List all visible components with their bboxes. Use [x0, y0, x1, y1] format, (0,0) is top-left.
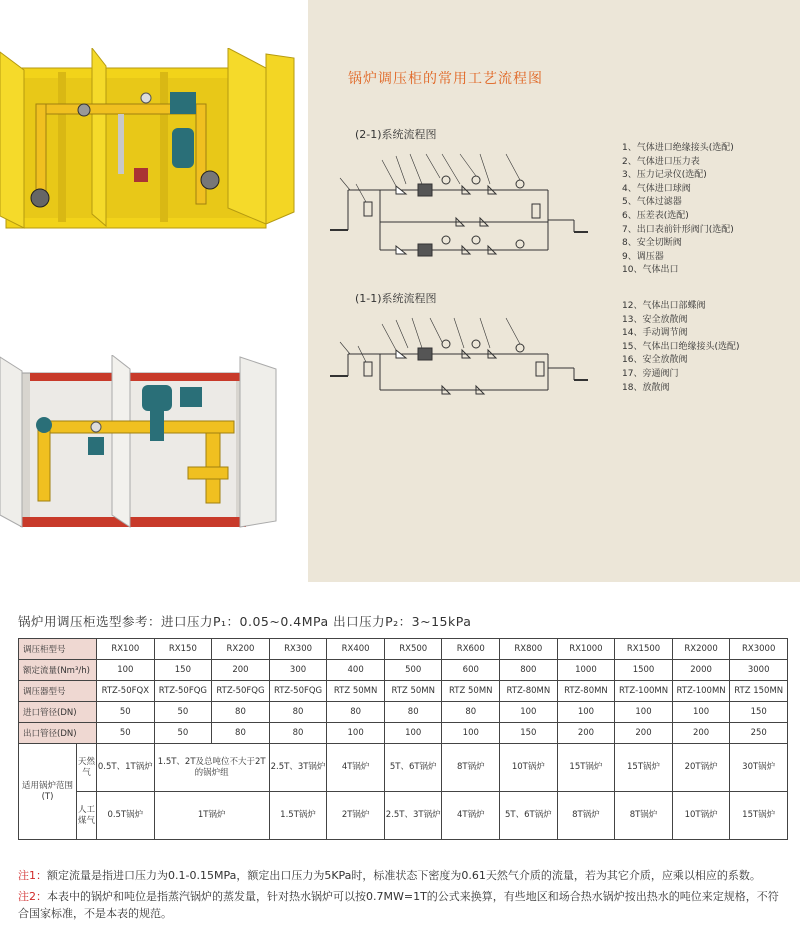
table-cell: RX200: [212, 639, 270, 660]
table-cell: 2T锅炉: [327, 792, 385, 840]
note-tag: 注2：: [18, 890, 47, 903]
note-text: 本表中的锅炉和吨位是指蒸汽锅炉的蒸发量，针对热水锅炉可以按0.7MW=1T的公式来换算，有些地区和场合热水锅炉按出热水的吨位来定规格，不符合国家标准，不是本表的规范。: [18, 890, 779, 920]
table-cell: RTZ-100MN: [615, 681, 673, 702]
table-cell: 800: [500, 660, 558, 681]
table-cell: 5T、6T锅炉: [500, 792, 558, 840]
table-cell: 100: [615, 702, 673, 723]
table-cell: 20T锅炉: [672, 744, 730, 792]
legend-item: 4、气体进口球阀: [622, 183, 691, 194]
legend-item: 7、出口表前针形阀门(选配): [622, 224, 734, 235]
table-cell: 100: [557, 702, 615, 723]
panel-title: 锅炉调压柜的常用工艺流程图: [348, 71, 543, 87]
table-cell: RTZ 50MN: [442, 681, 500, 702]
legend-2-1: [622, 142, 800, 278]
selection-title: 锅炉用调压柜选型参考：进口压力P₁：0.05~0.4MPa 出口压力P₂：3~15kPa: [18, 614, 472, 629]
row-header: 出口管径(DN): [19, 723, 97, 744]
table-row-inlet: [19, 702, 788, 723]
table-cell: 200: [557, 723, 615, 744]
table-cell: 8T锅炉: [557, 792, 615, 840]
table-cell: RX800: [500, 639, 558, 660]
table-cell: 2.5T、3T锅炉: [384, 792, 442, 840]
table-cell: 250: [730, 723, 788, 744]
table-cell: 4T锅炉: [327, 744, 385, 792]
table-cell: 30T锅炉: [730, 744, 788, 792]
table-cell: RX150: [154, 639, 212, 660]
table-cell: 1500: [615, 660, 673, 681]
table-cell: 200: [615, 723, 673, 744]
fuel-label-manufactured-gas: 人工煤气: [77, 792, 97, 840]
table-cell: 2.5T、3T锅炉: [269, 744, 327, 792]
legend-item: 1、气体进口绝缘接头(选配): [622, 143, 734, 153]
table-cell: RTZ-80MN: [500, 681, 558, 702]
table-cell: RTZ-50FQG: [212, 681, 270, 702]
note-tag: 注1：: [18, 869, 47, 882]
table-cell: 400: [327, 660, 385, 681]
table-cell: 100: [672, 702, 730, 723]
table-cell: RX2000: [672, 639, 730, 660]
legend-item: 12、气体出口部蝶阀: [622, 301, 706, 311]
fuel-label-natural-gas: 天然气: [77, 744, 97, 792]
table-cell: RX100: [97, 639, 155, 660]
process-flow-panel: [308, 0, 800, 582]
table-cell: 80: [212, 723, 270, 744]
table-cell: 100: [384, 723, 442, 744]
table-cell: 100: [97, 660, 155, 681]
table-cell: 0.5T锅炉: [97, 792, 155, 840]
table-cell: 0.5T、1T锅炉: [97, 744, 155, 792]
table-cell: RX1500: [615, 639, 673, 660]
table-cell: 100: [442, 723, 500, 744]
table-cell: 80: [442, 702, 500, 723]
table-cell: 15T锅炉: [615, 744, 673, 792]
legend-item: 5、气体过滤器: [622, 197, 682, 208]
table-cell: RX1000: [557, 639, 615, 660]
table-cell: 200: [672, 723, 730, 744]
yellow-cabinet-photo: [0, 48, 295, 236]
table-cell: 80: [212, 702, 270, 723]
legend-item: 13、安全放散阀: [622, 314, 688, 325]
table-cell: 1T锅炉: [154, 792, 269, 840]
table-cell: 15T锅炉: [730, 792, 788, 840]
table-cell: 3000: [730, 660, 788, 681]
table-cell: 600: [442, 660, 500, 681]
table-cell: 2000: [672, 660, 730, 681]
table-cell: RTZ 150MN: [730, 681, 788, 702]
legend-1-1: [622, 300, 800, 395]
row-header: 进口管径(DN): [19, 702, 97, 723]
grey-cabinet-photo: [0, 355, 295, 530]
table-cell: 5T、6T锅炉: [384, 744, 442, 792]
row-header: 调压器型号: [19, 681, 97, 702]
table-row-natural-gas: [19, 744, 788, 792]
note-text: 额定流量是指进口压力为0.1-0.15MPa，额定出口压力为5KPa时，标准状态下密度为0.61天然气介质的流量，若为其它介质，应乘以相应的系数。: [47, 869, 761, 882]
table-cell: 150: [154, 660, 212, 681]
table-cell: RTZ-50FQG: [154, 681, 212, 702]
table-cell: RTZ-50FQG: [269, 681, 327, 702]
note-2: [18, 888, 788, 922]
flow-diagram-1-1: [330, 306, 590, 406]
table-cell: 80: [269, 723, 327, 744]
legend-item: 9、调压器: [622, 251, 664, 262]
table-cell: 50: [154, 723, 212, 744]
table-cell: 150: [730, 702, 788, 723]
table-cell: RX600: [442, 639, 500, 660]
table-row-flow: [19, 660, 788, 681]
table-cell: RTZ-80MN: [557, 681, 615, 702]
table-cell: RX500: [384, 639, 442, 660]
table-cell: 80: [384, 702, 442, 723]
row-header: 调压柜型号: [19, 639, 97, 660]
flow-diagram-2-1-title: (2-1)系统流程图: [355, 128, 437, 141]
table-cell: RX300: [269, 639, 327, 660]
row-header: 额定流量(Nm³/h): [19, 660, 97, 681]
flow-diagram-1-1-title: (1-1)系统流程图: [355, 292, 437, 305]
flow-diagram-2-1: [330, 140, 590, 270]
table-cell: 80: [327, 702, 385, 723]
table-cell: 100: [500, 702, 558, 723]
table-cell: 50: [97, 723, 155, 744]
legend-item: 16、安全放散阀: [622, 355, 688, 366]
table-cell: 8T锅炉: [442, 744, 500, 792]
table-cell: 150: [500, 723, 558, 744]
table-cell: RTZ-100MN: [672, 681, 730, 702]
selection-table: [18, 638, 788, 840]
legend-item: 10、气体出口: [622, 265, 679, 276]
notes: [18, 867, 788, 922]
table-cell: 15T锅炉: [557, 744, 615, 792]
table-cell: RX3000: [730, 639, 788, 660]
legend-item: 6、压差表(选配): [622, 210, 689, 221]
table-cell: 80: [269, 702, 327, 723]
table-cell: 500: [384, 660, 442, 681]
table-cell: 300: [269, 660, 327, 681]
table-row-regulator: [19, 681, 788, 702]
row-header-range: 适用锅炉范围(T): [19, 744, 77, 840]
table-row-manufactured-gas: [19, 792, 788, 840]
note-1: [18, 867, 788, 884]
table-cell: 10T锅炉: [672, 792, 730, 840]
legend-item: 14、手动调节阀: [622, 328, 688, 339]
table-cell: 1.5T锅炉: [269, 792, 327, 840]
table-row-outlet: [19, 723, 788, 744]
table-cell: 1.5T、2T及总吨位不大于2T的锅炉组: [154, 744, 269, 792]
table-cell: 4T锅炉: [442, 792, 500, 840]
table-cell: 50: [154, 702, 212, 723]
table-cell: RTZ-50FQX: [97, 681, 155, 702]
legend-item: 3、压力记录仪(选配): [622, 170, 707, 181]
table-row-models: [19, 639, 788, 660]
legend-item: 15、气体出口绝缘接头(选配): [622, 341, 740, 352]
legend-item: 8、安全切断阀: [622, 238, 682, 249]
table-cell: RTZ 50MN: [384, 681, 442, 702]
table-cell: 1000: [557, 660, 615, 681]
table-cell: 8T锅炉: [615, 792, 673, 840]
table-cell: 100: [327, 723, 385, 744]
table-cell: RX400: [327, 639, 385, 660]
table-cell: 10T锅炉: [500, 744, 558, 792]
legend-item: 17、旁通阀门: [622, 368, 679, 379]
table-cell: 200: [212, 660, 270, 681]
table-cell: RTZ 50MN: [327, 681, 385, 702]
legend-item: 18、放散阀: [622, 382, 670, 393]
legend-item: 2、气体进口压力表: [622, 156, 700, 167]
table-cell: 50: [97, 702, 155, 723]
